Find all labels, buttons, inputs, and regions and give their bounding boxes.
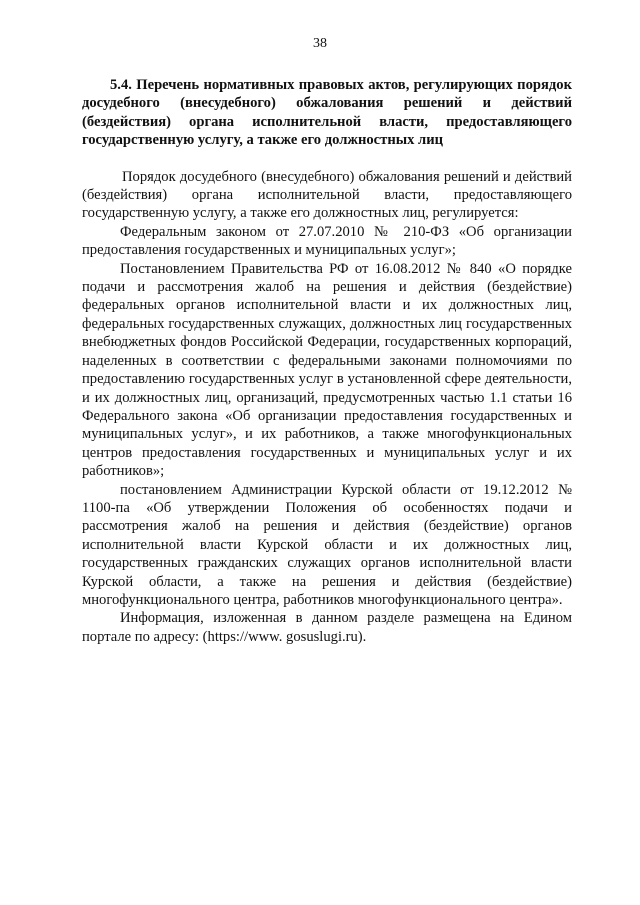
section-heading: 5.4. Перечень нормативных правовых актов, регулирующих порядок досудебного (внесудебного) обжалования решений и действий (бездействия) органа исполнительной власти, предоставляющего государственную услугу, а также его должностных лиц <box>82 77 572 149</box>
paragraph-government-decree: Постановлением Правительства РФ от 16.08.2012 № 840 «О порядке подачи и рассмотрения жалоб на решения и действия (бездействие) федеральных органов исполнительной власти и их должностных лиц, федеральных государственных служащих, должностных лиц государственных внебюджетных фондов Российской Федерации, государственных корпораций, наделенных в соответствии с федеральными законами полномочиями по предоставлению государственных услуг в установленной сфере деятельности, и их должностных лиц, организаций, предусмотренных частью 1.1 статьи 16 Федерального закона «Об организации предоставления государственных и муниципальных услуг», и их работников, а также многофункциональных центров предоставления государственных и муниципальных услуг и их работников»; <box>82 260 572 480</box>
paragraph-portal-info: Информация, изложенная в данном разделе размещена на Едином портале по адресу: (https://www. gosuslugi.ru). <box>82 610 572 645</box>
paragraph-federal-law: Федеральным законом от 27.07.2010 № 210-ФЗ «Об организации предоставления государственных и муниципальных услуг»; <box>82 223 572 259</box>
paragraph-intro: Порядок досудебного (внесудебного) обжалования решений и действий (бездействия) органа исполнительной власти, предоставляющего государственную услугу, а также его должностных лиц, регулируется: <box>82 168 572 222</box>
paragraph-regional-decree: постановлением Администрации Курской области от 19.12.2012 № 1100-па «Об утверждении Положения об особенностях подачи и рассмотрения жалоб на решения и действия (бездействие) органов исполнительной власти Курской области и их должностных лиц, государственных гражданских служащих органов исполнительной власти Курской области, а также на решения и действия (бездействие) многофункционального центра, работников многофункционального центра». <box>82 481 572 608</box>
page-number: 38 <box>313 36 327 51</box>
section-content <box>82 76 572 646</box>
